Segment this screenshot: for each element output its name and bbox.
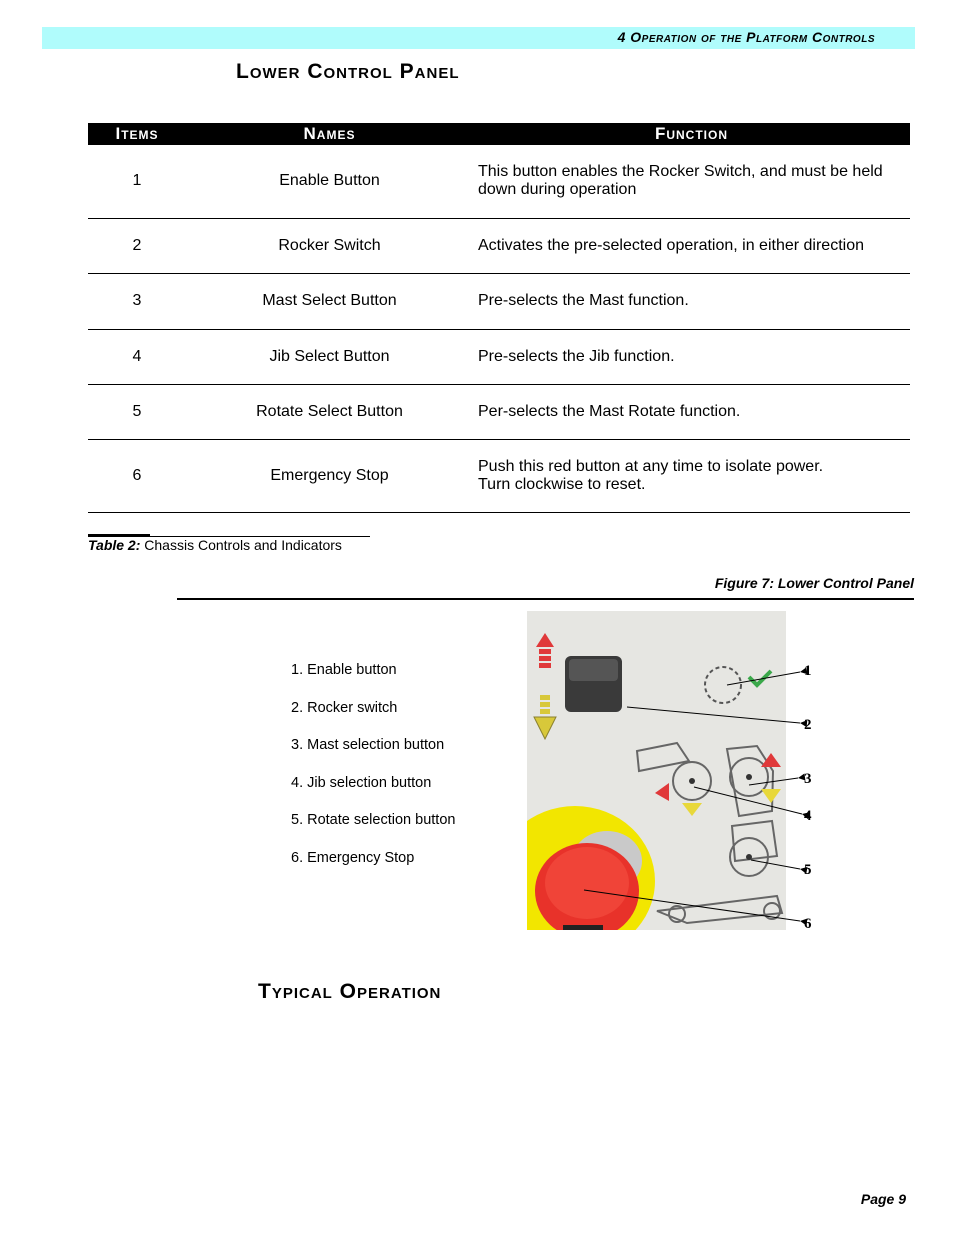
item-number: 3	[88, 273, 186, 329]
figure-legend	[291, 662, 455, 888]
item-name: Rocker Switch	[186, 218, 473, 273]
item-function: Per-selects the Mast Rotate function.	[473, 384, 910, 439]
chapter-title: 4 Operation of the Platform Controls	[617, 29, 875, 45]
table-caption-label: Table 2:	[88, 537, 141, 553]
function-line: Turn clockwise to reset.	[478, 475, 646, 493]
item-function: Pre-selects the Jib function.	[473, 329, 910, 384]
table-row	[88, 218, 910, 273]
item-name: Enable Button	[186, 145, 473, 218]
item-name: Emergency Stop	[186, 439, 473, 512]
item-function: This button enables the Rocker Switch, and must be held down during operation	[473, 145, 910, 218]
table-row	[88, 384, 910, 439]
table-caption	[88, 536, 370, 553]
callout-number: 3	[804, 771, 812, 787]
item-number: 1	[88, 145, 186, 218]
function-line: Push this red button at any time to isolate power.	[478, 457, 824, 475]
item-name: Jib Select Button	[186, 329, 473, 384]
table-caption-text: Chassis Controls and Indicators	[140, 537, 342, 553]
column-header-function: Function	[473, 123, 910, 145]
callout-line-2	[627, 707, 800, 723]
legend-item: 4. Jib selection button	[291, 774, 432, 791]
item-number: 5	[88, 384, 186, 439]
table-row	[88, 329, 910, 384]
table-row	[88, 439, 910, 512]
legend-item: 3. Mast selection button	[291, 737, 445, 754]
figure-caption: Figure 7: Lower Control Panel	[714, 575, 914, 591]
callout-number: 1	[804, 663, 812, 679]
legend-item: 5. Rotate selection button	[291, 812, 456, 829]
callout-number: 2	[804, 717, 812, 733]
callout-line-5	[751, 860, 800, 869]
table-row	[88, 273, 910, 329]
page-number: Page 9	[860, 1191, 906, 1207]
item-function: Pre-selects the Mast function.	[473, 273, 910, 329]
chapter-header-band	[42, 27, 915, 49]
table-row	[88, 145, 910, 218]
column-header-names: Names	[186, 123, 473, 145]
item-name: Rotate Select Button	[186, 384, 473, 439]
callout-line-3	[749, 778, 798, 785]
controls-table	[88, 123, 910, 513]
next-section-title: Typical Operation	[258, 980, 442, 1003]
legend-item: 1. Enable button	[291, 662, 397, 678]
item-name: Mast Select Button	[186, 273, 473, 329]
item-number: 2	[88, 218, 186, 273]
figure-callouts	[527, 611, 827, 941]
item-number: 6	[88, 439, 186, 512]
callout-number: 6	[804, 916, 812, 932]
figure-rule	[177, 598, 914, 600]
item-number: 4	[88, 329, 186, 384]
callout-line-4	[694, 787, 802, 814]
callout-line-6	[584, 890, 800, 921]
section-title: Lower Control Panel	[236, 60, 460, 83]
item-function: Activates the pre-selected operation, in either direction	[473, 218, 910, 273]
column-header-items: Items	[88, 123, 186, 145]
legend-item: 6. Emergency Stop	[291, 849, 415, 866]
legend-item: 2. Rocker switch	[291, 699, 398, 716]
callout-number: 5	[804, 862, 812, 878]
callout-line-1	[727, 672, 800, 685]
table-header-row	[88, 123, 910, 145]
item-function	[473, 439, 910, 512]
callout-number: 4	[804, 808, 812, 824]
